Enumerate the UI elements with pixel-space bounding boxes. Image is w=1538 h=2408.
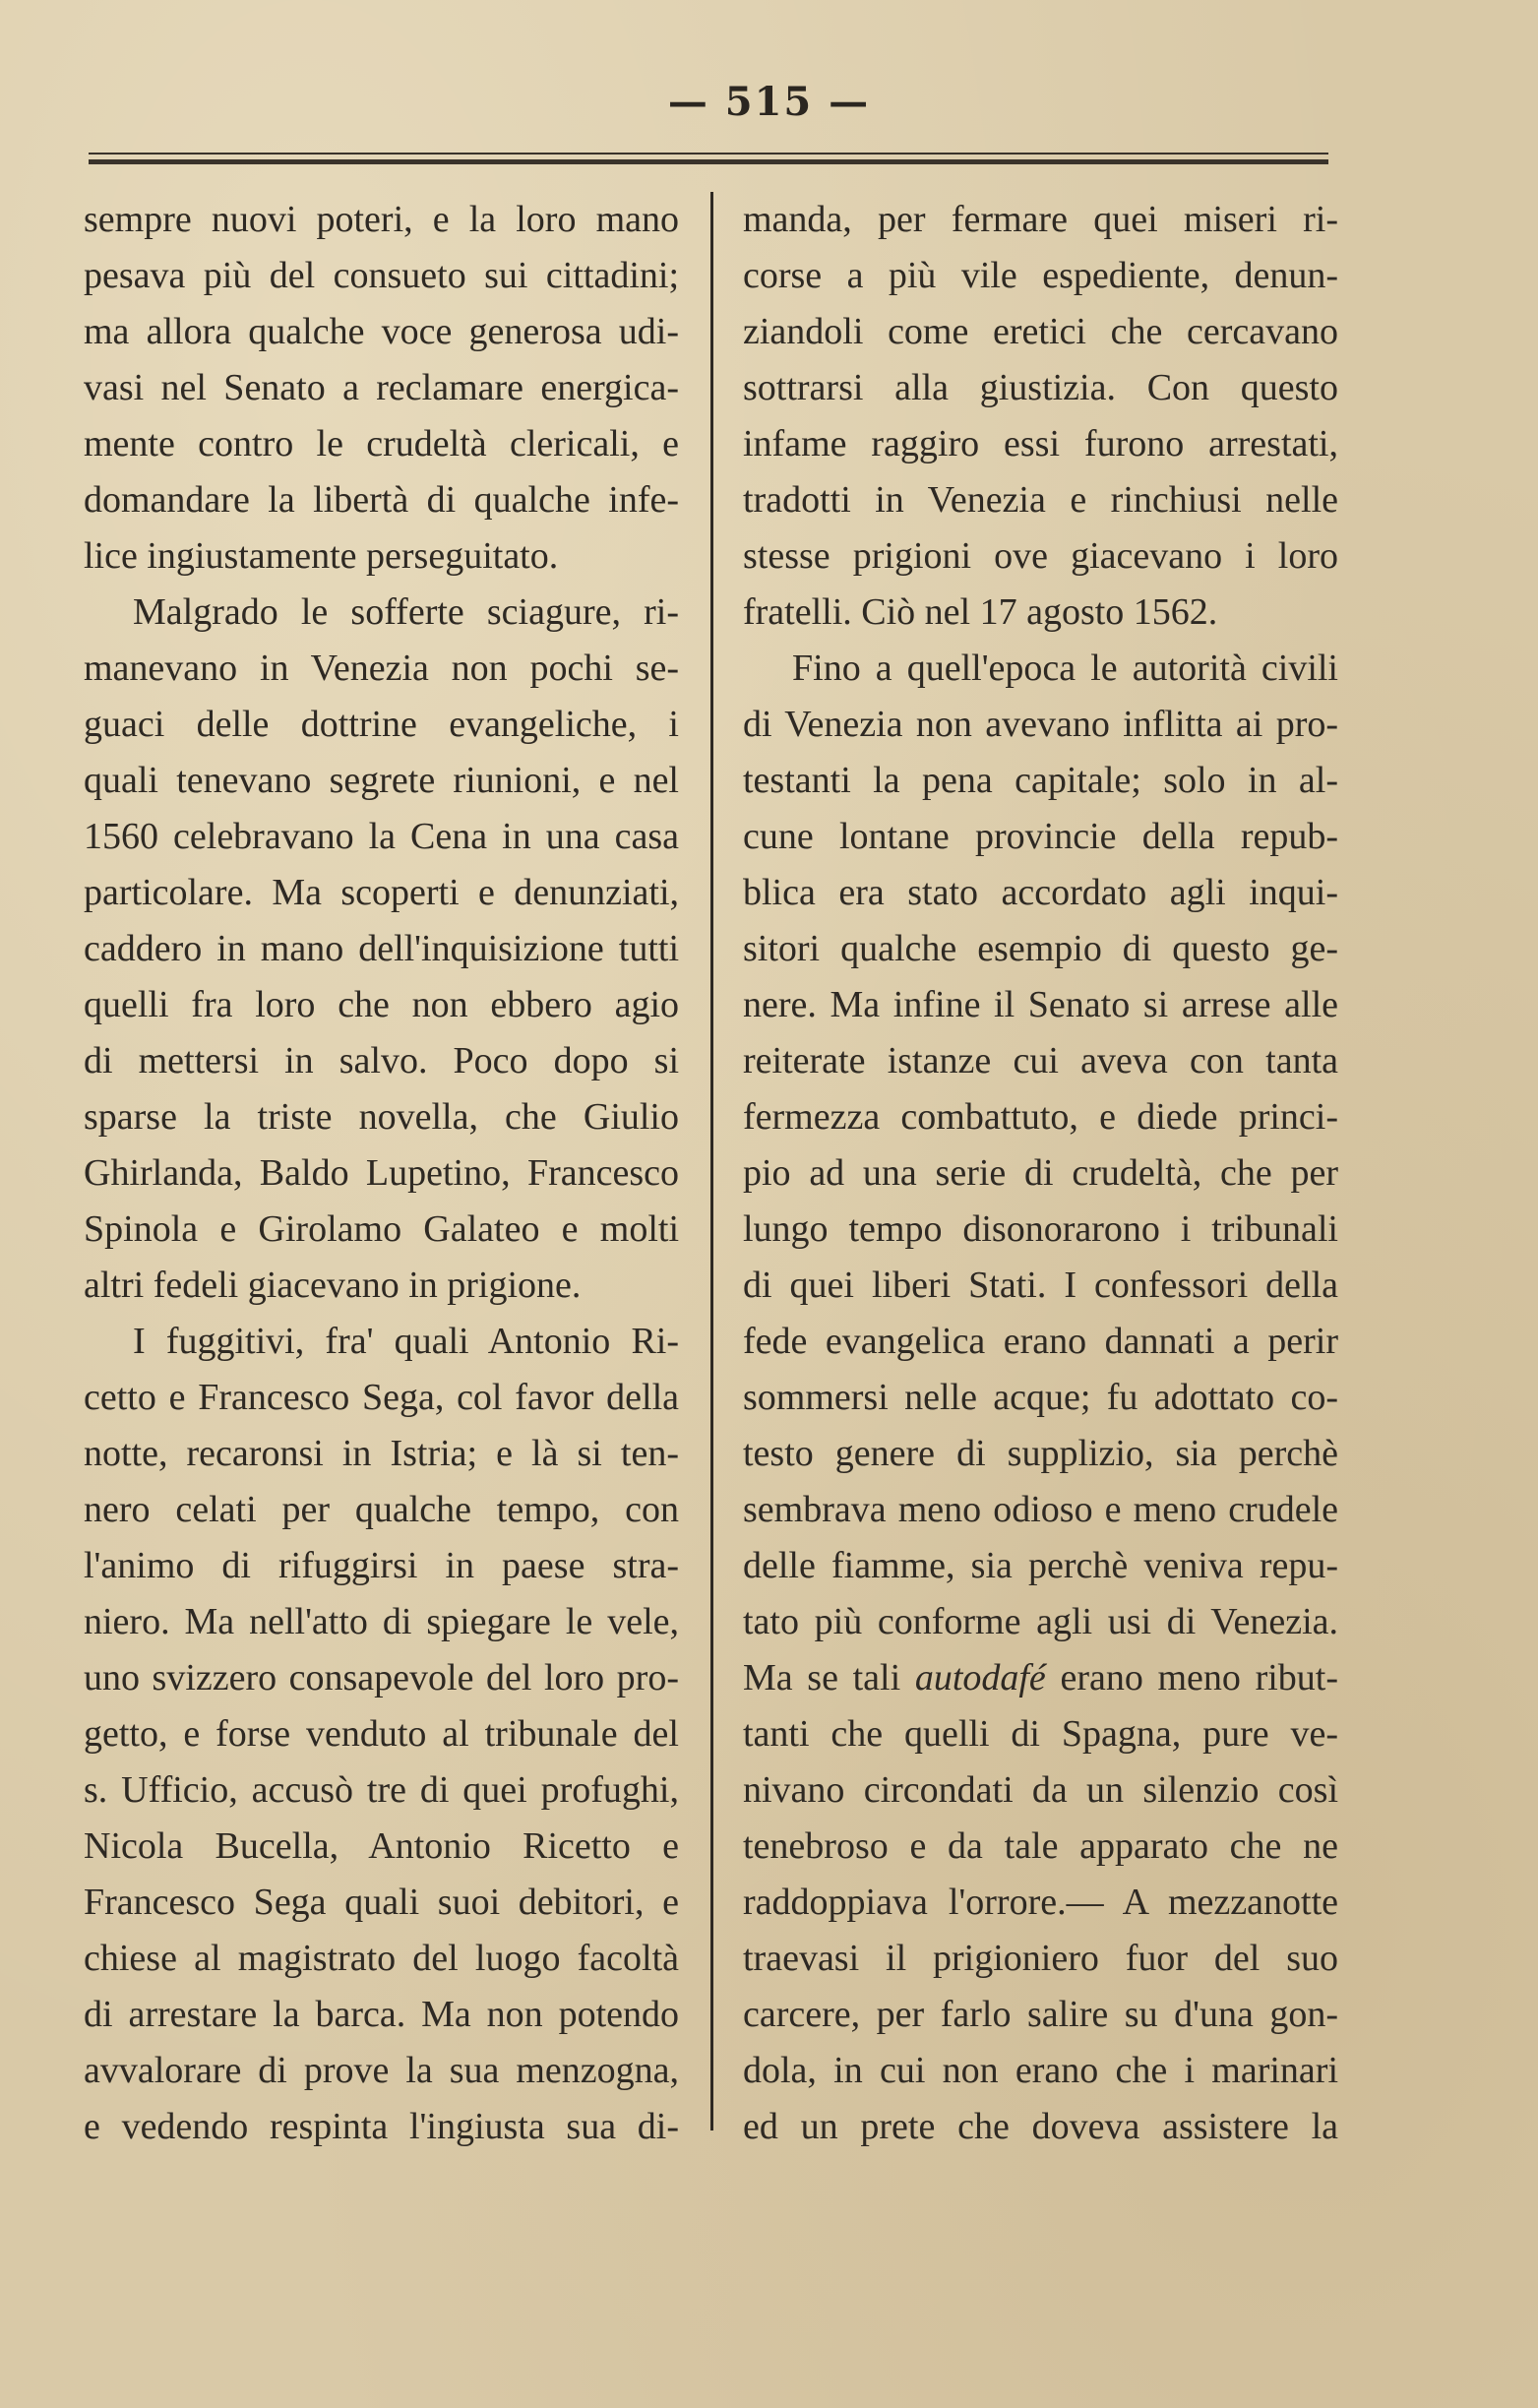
text-line: avvalorare di prove la sua menzogna,: [84, 2050, 679, 2091]
text-line: quali tenevano segrete riunioni, e nel: [84, 760, 679, 801]
text-line: nere. Ma infine il Senato si arrese alle: [743, 984, 1338, 1025]
text-line: fede evangelica erano dannati a perir: [743, 1321, 1338, 1362]
text-line: tradotti in Venezia e rinchiusi nelle: [743, 479, 1338, 521]
header-rule: [89, 153, 1328, 154]
text-line: fermezza combattuto, e diede princi-: [743, 1096, 1338, 1138]
text-line: nero celati per qualche tempo, con: [84, 1489, 679, 1530]
text-line: mente contro le crudeltà clericali, e: [84, 423, 679, 464]
text-line: lice ingiustamente perseguitato.: [84, 535, 559, 577]
text-line: e vedendo respinta l'ingiusta sua di-: [84, 2106, 679, 2147]
text-line: Spinola e Girolamo Galateo e molti: [84, 1208, 679, 1250]
text-line: sparse la triste novella, che Giulio: [84, 1096, 679, 1138]
italic-term: autodafé: [914, 1657, 1046, 1698]
text-line: tanti che quelli di Spagna, pure ve-: [743, 1713, 1338, 1755]
text-line: sempre nuovi poteri, e la loro mano: [84, 199, 679, 240]
text-line: chiese al magistrato del luogo facoltà: [84, 1938, 679, 1979]
left-column: [84, 192, 679, 2155]
text-line: cetto e Francesco Sega, col favor della: [84, 1377, 679, 1418]
text-line: lungo tempo disonorarono i tribunali: [743, 1208, 1338, 1250]
text-line: reiterate istanze cui aveva con tanta: [743, 1040, 1338, 1081]
text-line: testanti la pena capitale; solo in al-: [743, 760, 1338, 801]
text-line: stesse prigioni ove giacevano i loro: [743, 535, 1338, 577]
text-line: ed un prete che doveva assistere la: [743, 2106, 1338, 2147]
text-line: di quei liberi Stati. I confessori della: [743, 1265, 1338, 1306]
text-fragment: erano meno ribut-: [1060, 1657, 1338, 1698]
text-line: domandare la libertà di qualche infe-: [84, 479, 679, 521]
page-number: — 515 —: [667, 79, 871, 125]
text-line: getto, e forse venduto al tribunale del: [84, 1713, 679, 1755]
text-line: sommersi nelle acque; fu adottato co-: [743, 1377, 1338, 1418]
text-line: carcere, per farlo salire su d'una gon-: [743, 1994, 1338, 2035]
text-line: sitori qualche esempio di questo ge-: [743, 928, 1338, 969]
text-line: delle fiamme, sia perchè veniva repu-: [743, 1545, 1338, 1586]
text-line: particolare. Ma scoperti e denunziati,: [84, 872, 679, 913]
text-line: altri fedeli giacevano in prigione.: [84, 1265, 582, 1306]
text-line: blica era stato accordato agli inqui-: [743, 872, 1338, 913]
text-line: pio ad una serie di crudeltà, che per: [743, 1152, 1338, 1194]
header-rule-thick: [89, 159, 1328, 164]
text-line: fratelli. Ciò nel 17 agosto 1562.: [743, 591, 1218, 633]
text-line: manevano in Venezia non pochi se-: [84, 648, 679, 689]
text-line: uno svizzero consapevole del loro pro-: [84, 1657, 679, 1698]
text-line: pesava più del consueto sui cittadini;: [84, 255, 679, 296]
text-line: cune lontane provincie della repub-: [743, 816, 1338, 857]
text-line: raddoppiava l'orrore.— A mezzanotte: [743, 1882, 1338, 1923]
text-line: s. Ufficio, accusò tre di quei profughi,: [84, 1769, 679, 1811]
column-divider: [710, 192, 713, 2130]
text-line: vasi nel Senato a reclamare energica-: [84, 367, 679, 408]
text-line: Fino a quell'epoca le autorità civili: [792, 648, 1338, 689]
text-line: manda, per fermare quei miseri ri-: [743, 199, 1338, 240]
right-column: [743, 192, 1338, 2155]
text-line: nivano circondati da un silenzio così: [743, 1769, 1338, 1811]
text-line-mixed: [743, 1650, 1338, 1706]
text-line: sembrava meno odioso e meno crudele: [743, 1489, 1338, 1530]
text-fragment: Ma se tali: [743, 1657, 901, 1698]
text-line: dola, in cui non erano che i marinari: [743, 2050, 1338, 2091]
text-line: ziandoli come eretici che cercavano: [743, 311, 1338, 352]
text-line: tato più conforme agli usi di Venezia.: [743, 1601, 1338, 1642]
text-line: 1560 celebravano la Cena in una casa: [84, 816, 679, 857]
text-line: notte, recaronsi in Istria; e là si ten-: [84, 1433, 679, 1474]
text-line: Ghirlanda, Baldo Lupetino, Francesco: [84, 1152, 679, 1194]
text-line: Malgrado le sofferte sciagure, ri-: [133, 591, 679, 633]
text-line: infame raggiro essi furono arrestati,: [743, 423, 1338, 464]
text-line: sottrarsi alla giustizia. Con questo: [743, 367, 1338, 408]
text-line: di mettersi in salvo. Poco dopo si: [84, 1040, 679, 1081]
text-line: Nicola Bucella, Antonio Ricetto e: [84, 1825, 679, 1867]
text-line: niero. Ma nell'atto di spiegare le vele,: [84, 1601, 679, 1642]
text-line: testo genere di supplizio, sia perchè: [743, 1433, 1338, 1474]
text-line: di arrestare la barca. Ma non potendo: [84, 1994, 679, 2035]
text-line: I fuggitivi, fra' quali Antonio Ri-: [133, 1321, 679, 1362]
text-line: ma allora qualche voce generosa udi-: [84, 311, 679, 352]
text-line: Francesco Sega quali suoi debitori, e: [84, 1882, 679, 1923]
text-line: traevasi il prigioniero fuor del suo: [743, 1938, 1338, 1979]
text-line: guaci delle dottrine evangeliche, i: [84, 704, 679, 745]
text-line: l'animo di rifuggirsi in paese stra-: [84, 1545, 679, 1586]
text-line: di Venezia non avevano inflitta ai pro-: [743, 704, 1338, 745]
text-line: caddero in mano dell'inquisizione tutti: [84, 928, 679, 969]
text-line: corse a più vile espediente, denun-: [743, 255, 1338, 296]
text-line: tenebroso e da tale apparato che ne: [743, 1825, 1338, 1867]
text-line: quelli fra loro che non ebbero agio: [84, 984, 679, 1025]
